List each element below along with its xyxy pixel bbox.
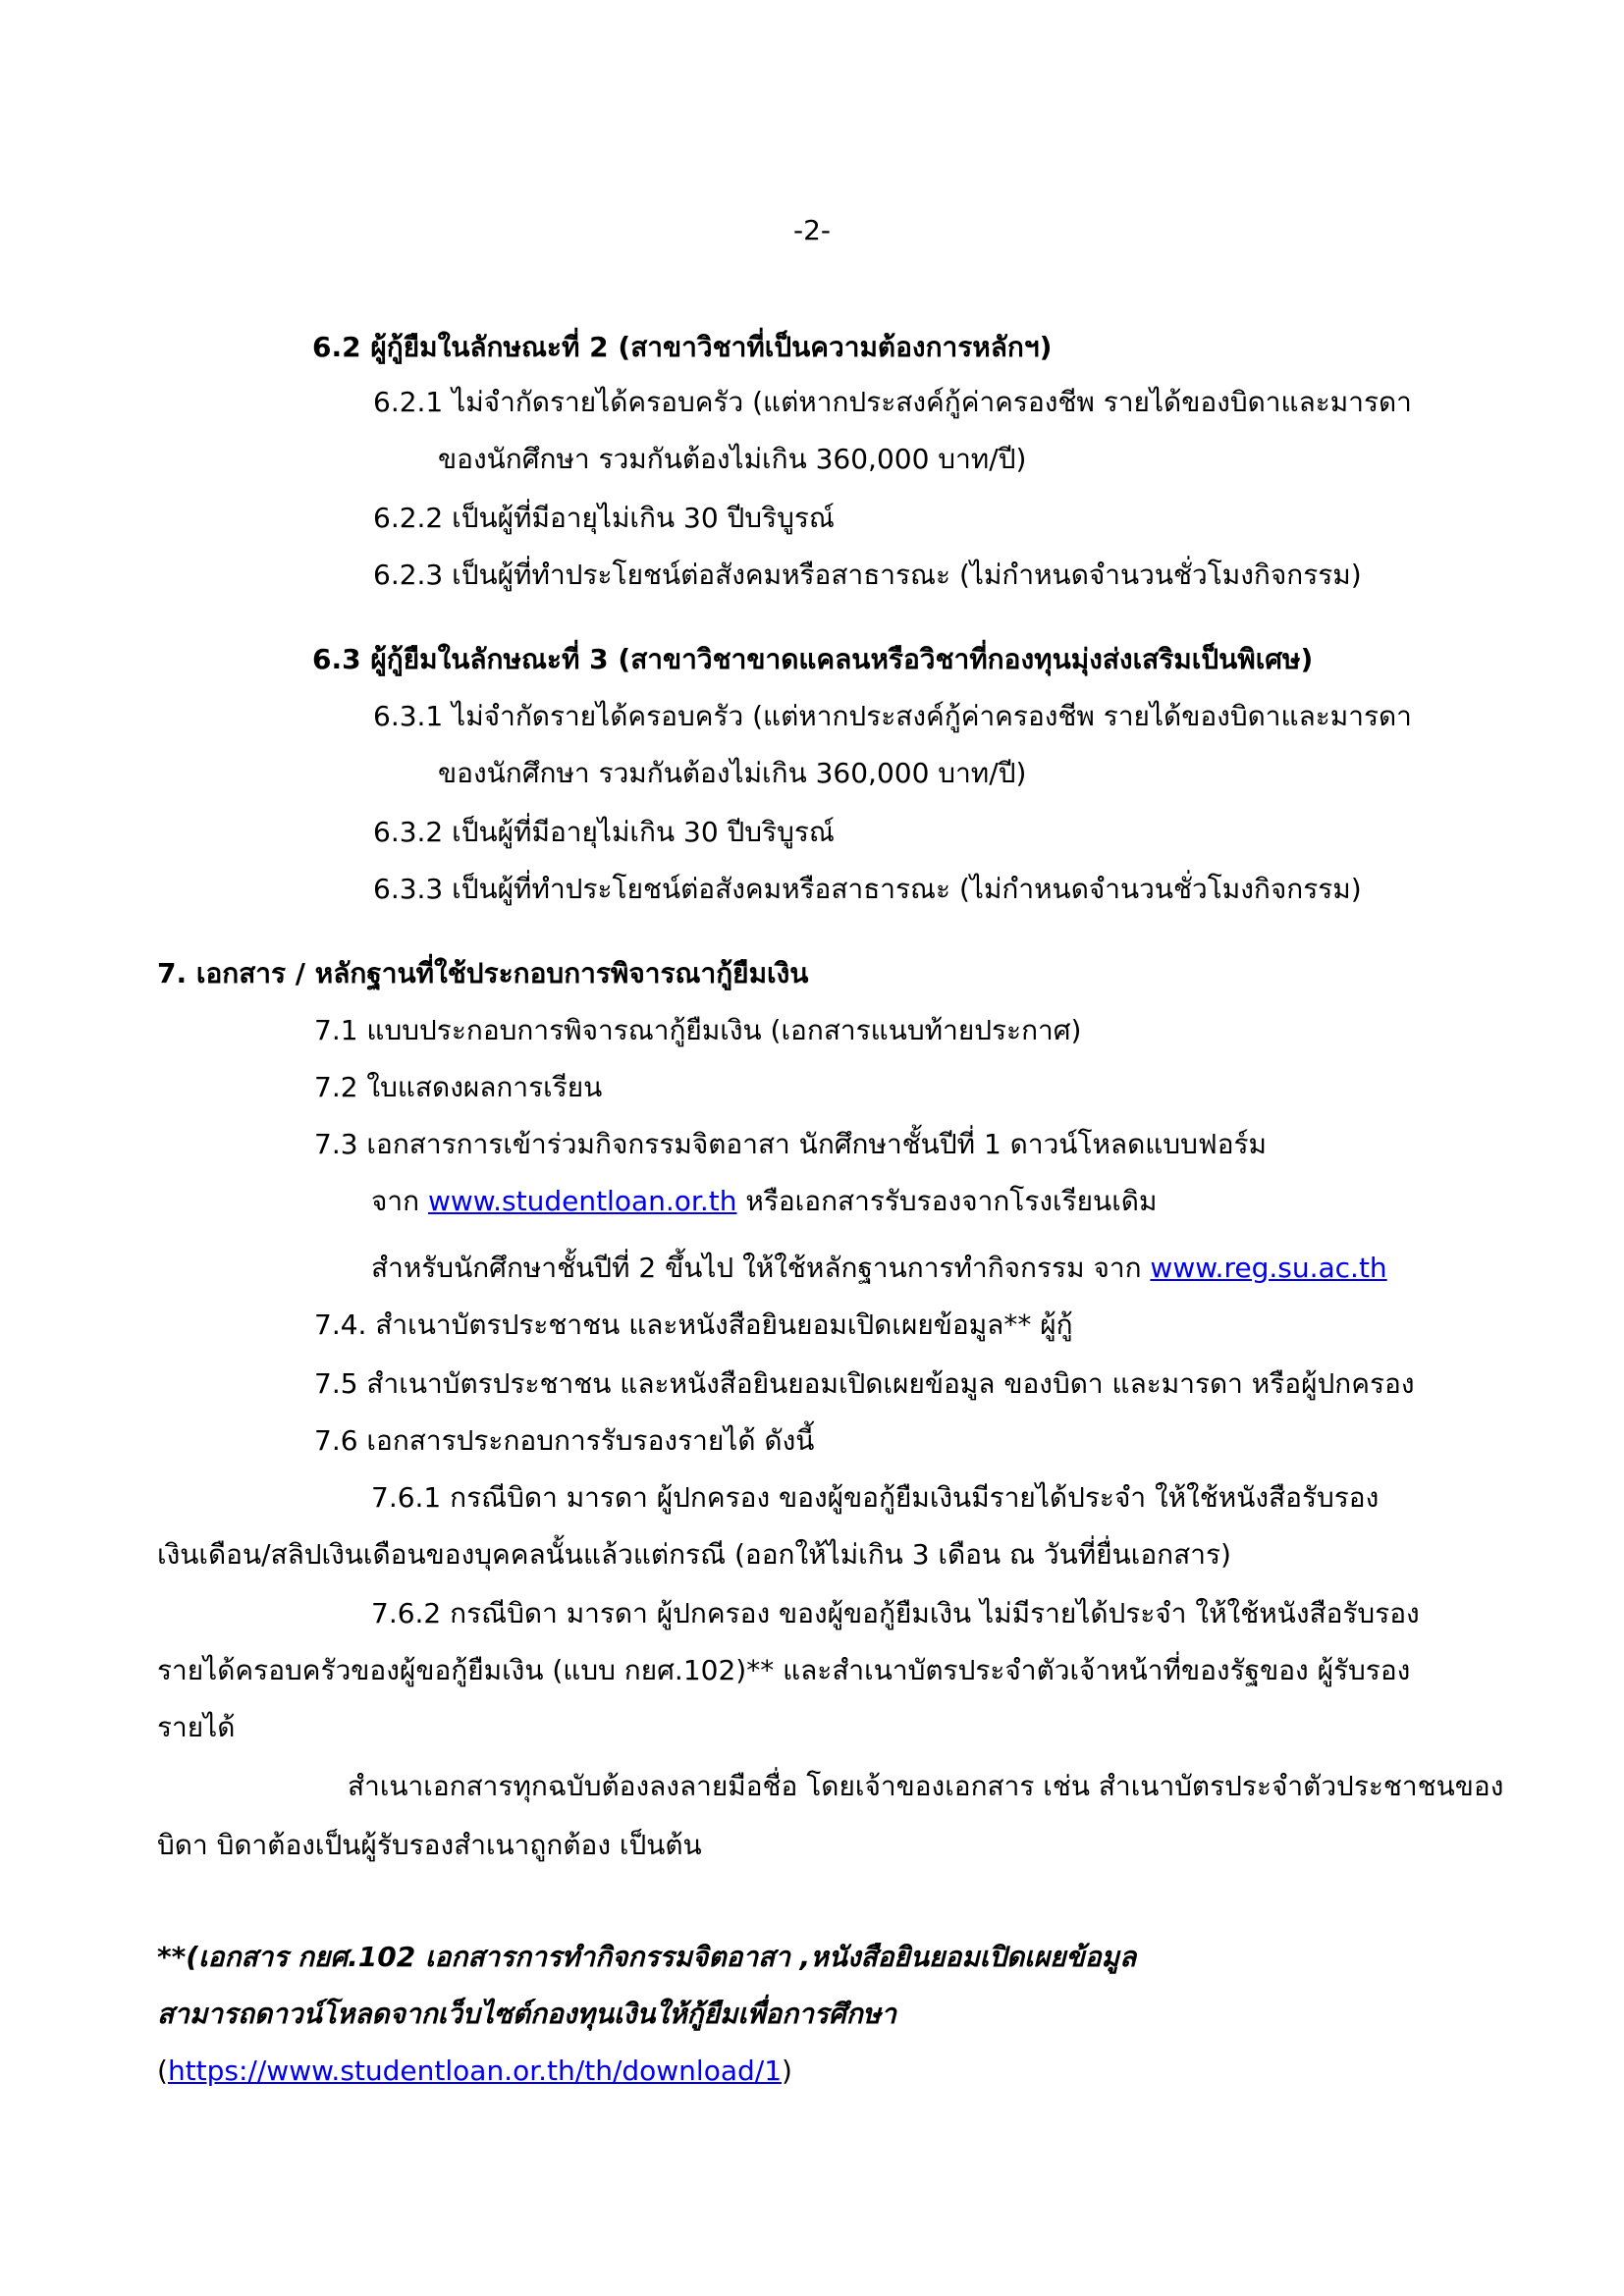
item-7-6-1-line2: เงินเดือน/สลิปเงินเดือนของบุคคลนั้นแล้วแต่กรณี (ออกให้ไม่เกิน 3 เดือน ณ วันที่ยื่นเอกสาร) <box>157 1538 1231 1571</box>
item-6-2-1-line1: 6.2.1 ไม่จำกัดรายได้ครอบครัว (แต่หากประสงค์กู้ค่าครองชีพ รายได้ของบิดาและมารดา <box>373 386 1412 418</box>
item-7-3-line2-prefix: จาก <box>371 1185 428 1217</box>
item-6-3-1-line1: 6.3.1 ไม่จำกัดรายได้ครอบครัว (แต่หากประสงค์กู้ค่าครองชีพ รายได้ของบิดาและมารดา <box>373 700 1412 732</box>
section-7-heading: 7. เอกสาร / หลักฐานที่ใช้ประกอบการพิจารณากู้ยืมเงิน <box>157 957 809 989</box>
footnote-line1: **(เอกสาร กยศ.102 เอกสารการทำกิจกรรมจิตอาสา ,หนังสือยินยอมเปิดเผยข้อมูล <box>157 1941 1137 1973</box>
item-7-3-line2-suffix: หรือเอกสารรับรองจากโรงเรียนเดิม <box>736 1185 1158 1217</box>
item-6-2-1-line2: ของนักศึกษา รวมกันต้องไม่เกิน 360,000 บาท/ปี) <box>438 443 1027 475</box>
section-6-2-heading: 6.2 ผู้กู้ยืมในลักษณะที่ 2 (สาขาวิชาที่เป็นความต้องการหลักฯ) <box>312 331 1053 363</box>
copy-note-line1: สำเนาเอกสารทุกฉบับต้องลงลายมือชื่อ โดยเจ้าของเอกสาร เช่น สำเนาบัตรประจำตัวประชาชนของ <box>348 1770 1504 1802</box>
item-7-3-line3-prefix: สำหรับนักศึกษาชั้นปีที่ 2 ขึ้นไป ให้ใช้หลักฐานการทำกิจกรรม จาก <box>371 1252 1151 1284</box>
item-6-3-2: 6.3.2 เป็นผู้ที่มีอายุไม่เกิน 30 ปีบริบูรณ์ <box>373 816 835 848</box>
item-7-4: 7.4. สำเนาบัตรประชาชน และหนังสือยินยอมเปิดเผยข้อมูล** ผู้กู้ <box>314 1308 1073 1341</box>
item-6-2-2: 6.2.2 เป็นผู้ที่มีอายุไม่เกิน 30 ปีบริบูรณ์ <box>373 502 835 534</box>
copy-note-line2: บิดา บิดาต้องเป็นผู้รับรองสำเนาถูกต้อง เป็นต้น <box>157 1829 702 1861</box>
footnote-line3 <box>157 2052 792 2091</box>
footnote-close-paren: ) <box>782 2055 792 2087</box>
footnote-line2: สามารถดาวน์โหลดจากเว็บไซต์กองทุนเงินให้กู้ยืมเพื่อการศึกษา <box>157 1998 896 2030</box>
item-6-3-3: 6.3.3 เป็นผู้ที่ทำประโยชน์ต่อสังคมหรือสาธารณะ (ไม่กำหนดจำนวนชั่วโมงกิจกรรม) <box>373 873 1362 905</box>
download-link[interactable]: https://www.studentloan.or.th/th/download/1 <box>167 2055 783 2087</box>
item-7-6-1-line1: 7.6.1 กรณีบิดา มารดา ผู้ปกครอง ของผู้ขอกู้ยืมเงินมีรายได้ประจำ ให้ใช้หนังสือรับรอง <box>371 1481 1380 1514</box>
footnote-open-paren: ( <box>157 2055 168 2087</box>
item-7-6-2-line2: รายได้ครอบครัวของผู้ขอกู้ยืมเงิน (แบบ กยศ.102)** และสำเนาบัตรประจำตัวเจ้าหน้าที่ของรัฐของ ผู้รับรอง <box>157 1654 1411 1686</box>
item-7-5: 7.5 สำเนาบัตรประชาชน และหนังสือยินยอมเปิดเผยข้อมูล ของบิดา และมารดา หรือผู้ปกครอง <box>314 1367 1415 1400</box>
item-6-2-3: 6.2.3 เป็นผู้ที่ทำประโยชน์ต่อสังคมหรือสาธารณะ (ไม่กำหนดจำนวนชั่วโมงกิจกรรม) <box>373 559 1362 591</box>
reg-su-link[interactable]: www.reg.su.ac.th <box>1150 1252 1387 1284</box>
item-7-6: 7.6 เอกสารประกอบการรับรองรายได้ ดังนี้ <box>314 1424 815 1457</box>
item-7-6-2-line3: รายได้ <box>157 1711 236 1743</box>
item-7-2: 7.2 ใบแสดงผลการเรียน <box>314 1071 603 1103</box>
page-number: -2- <box>792 214 832 246</box>
item-7-3-line2 <box>371 1182 1157 1221</box>
item-6-3-1-line2: ของนักศึกษา รวมกันต้องไม่เกิน 360,000 บาท/ปี) <box>438 757 1027 789</box>
item-7-3-line3 <box>371 1249 1387 1288</box>
item-7-3-line1: 7.3 เอกสารการเข้าร่วมกิจกรรมจิตอาสา นักศึกษาชั้นปีที่ 1 ดาวน์โหลดแบบฟอร์ม <box>314 1128 1268 1160</box>
item-7-6-2-line1: 7.6.2 กรณีบิดา มารดา ผู้ปกครอง ของผู้ขอกู้ยืมเงิน ไม่มีรายได้ประจำ ให้ใช้หนังสือรับรอง <box>371 1597 1420 1629</box>
section-6-3-heading: 6.3 ผู้กู้ยืมในลักษณะที่ 3 (สาขาวิชาขาดแคลนหรือวิชาที่กองทุนมุ่งส่งเสริมเป็นพิเศษ) <box>312 643 1314 675</box>
studentloan-link[interactable]: www.studentloan.or.th <box>427 1185 737 1217</box>
item-7-1: 7.1 แบบประกอบการพิจารณากู้ยืมเงิน (เอกสารแนบท้ายประกาศ) <box>314 1014 1082 1046</box>
